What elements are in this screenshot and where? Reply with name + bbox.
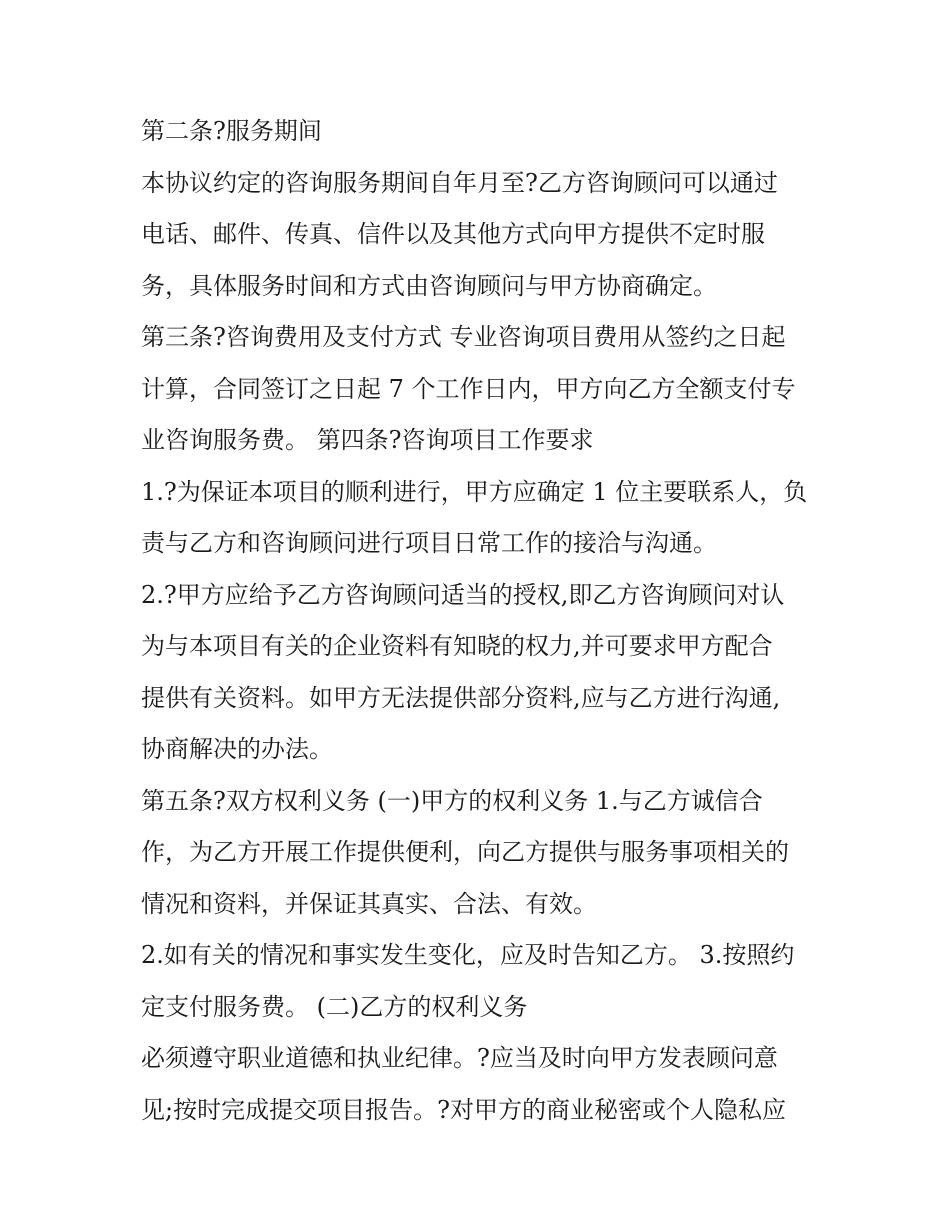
text-line: 2.?甲方应给予乙方咨询顾问适当的授权,即乙方咨询顾问对认 [141,580,785,609]
text-line: 第五条?双方权利义务 (一)甲方的权利义务 1.与乙方诚信合 [141,786,763,815]
text-line: 为与本项目有关的企业资料有知晓的权力,并可要求甲方配合 [141,632,773,660]
text-line: 作，为乙方开展工作提供便利，向乙方提供与服务事项相关的 [141,838,789,866]
text-line: 2.如有关的情况和事实发生变化，应及时告知乙方。 3.按照约 [141,941,795,969]
text-line: 见;按时完成提交项目报告。?对甲方的商业秘密或个人隐私应 [141,1095,786,1124]
text-line: 1.?为保证本项目的顺利进行，甲方应确定 1 位主要联系人，负 [141,477,808,506]
text-line: 定支付服务费。 (二)乙方的权利义务 [141,992,528,1021]
document-body [141,106,821,1136]
text-line: 计算，合同签订之日起 7 个工作日内，甲方向乙方全额支付专 [141,374,796,403]
text-line: 第二条?服务期间 [141,117,322,145]
text-line: 情况和资料，并保证其真实、合法、有效。 [141,889,597,918]
text-line: 务，具体服务时间和方式由咨询顾问与甲方协商确定。 [141,271,717,300]
text-line: 协商解决的办法。 [141,735,333,763]
text-line: 责与乙方和咨询顾问进行项目日常工作的接洽与沟通。 [141,529,717,557]
text-line: 本协议约定的咨询服务期间自年月至?乙方咨询顾问可以通过 [141,168,778,197]
text-line: 必须遵守职业道德和执业纪律。?应当及时向甲方发表顾问意 [141,1044,778,1072]
text-line: 提供有关资料。如甲方无法提供部分资料,应与乙方进行沟通, [141,683,781,712]
text-line: 第三条?咨询费用及支付方式 专业咨询项目费用从签约之日起 [141,323,786,351]
text-line: 业咨询服务费。 第四条?咨询项目工作要求 [141,426,594,454]
text-line: 电话、邮件、传真、信件以及其他方式向甲方提供不定时服 [141,220,765,248]
